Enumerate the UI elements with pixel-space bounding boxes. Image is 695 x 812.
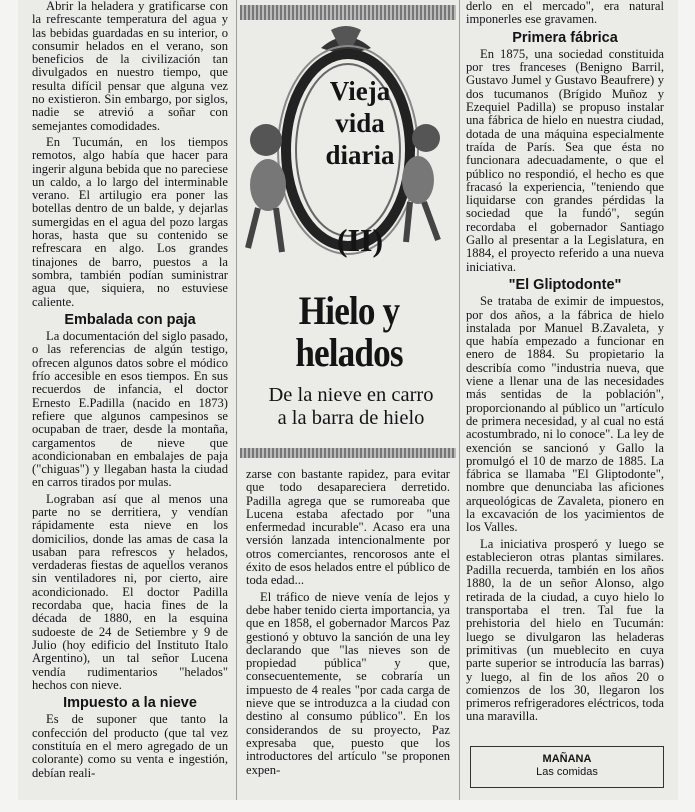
- subheadline: [240, 384, 462, 430]
- paragraph: En Tucumán, en los tiempos remotos, algo había que hacer para ingerir alguna bebida que no pareciese un caldo, a lo largo del interminable verano. El artilugio era poner las botellas dentro de un balde, y dejarlas sumergidas en el agua del pozo largas horas, hasta que su contenido se refrescara en algo. Los grandes tinajones de barro, puestos a la sombra, también podían suministrar agua que, siquiera, no estuviese caliente.: [32, 134, 228, 309]
- subheading: Embalada con paja: [64, 311, 196, 328]
- paragraph: Se trataba de eximir de impuestos, por dos años, a la fábrica de hielo instalada por Manuel B.Zavaleta, y que había empezado a funcionar en enero de 1884. Su propietario la describía como "industria nueva, que viene a llenar una de las necesidades más sentidas de la población", proporcionando al público un "artículo de primera necesidad, y al cual no está acostumbrado, ni lo conoce". La ley de exención se sancionó y Gallo la promulgó el 10 de marzo de 1885. La fábrica se llamaba "El Gliptodonte", nombre que denunciaba las aficiones arqueológicas de Zavaleta, pionero en la excavación de los yacimientos de los Valles.: [466, 294, 664, 535]
- next-installment-box: [470, 746, 664, 788]
- paragraph: Lograban así que al menos una parte no se derritiera, y vendían rápidamente esta nieve en los domicilios, donde las amas de casa la usaban para refrescos y helados, verdaderas fiestas de aquellos veranos sin ventiladores ni, por cierto, aire acondicionado. El doctor Padilla recordaba que, hacia fines de la década de 1880, en la esquina sudoeste de 24 de Setiembre y 9 de Julio (hoy edificio del Instituto Italo Argentino), un tal señor Lucena vendía rudimentarios "helados" hechos con nieve.: [32, 491, 228, 692]
- headline: [257, 290, 442, 374]
- paragraph: La iniciativa prosperó y luego se establecieron otras plantas similares. Padilla recuerda, también en los años 1880, la de un señor Alonso, algo retirada de la ciudad, a cuyo hielo lo transportaba el tren. Tal fue la prehistoria del hielo en Tucumán: luego se divulgaron las heladeras primitivas (un mueblecito en cuya parte superior se introducía las barras) y luego, al fin de los años 20 o comienzos de los 30, llegaron los primeros refrigeradores eléctricos, toda una maravilla.: [466, 536, 664, 724]
- paragraph: El tráfico de nieve venía de lejos y debe haber tenido cierta importancia, ya que en 1858, el gobernador Marcos Paz gestionó y obtuvo la sanción de una ley declarando que "las nieves son de propiedad pública" y que, consecuentemente, se cobraría un impuesto de 4 reales "por cada carga de nieve que se introduzca a la ciudad con destino al consumo público". En los considerandos de su proyecto, Paz expresaba que, puesto que los introductores del artículo "se proponen expen-: [246, 589, 450, 777]
- subheading: Impuesto a la nieve: [63, 695, 197, 712]
- series-title-line2: vida: [335, 108, 385, 138]
- next-installment-label: MAÑANA: [542, 753, 592, 765]
- series-title-line3: diaria: [325, 140, 395, 170]
- series-title-line1: Vieja: [329, 76, 391, 106]
- subheading: "El Gliptodonte": [508, 276, 622, 293]
- paragraph: Abrir la heladera y gratificarse con la refrescante temperatura del agua y las bebidas guardadas en su interior, o consumir helados en el verano, son beneficios de la civilización tan divulgados en nuestro tiempo, que resulta difícil pensar que alguna vez no existieron. Sin embargo, por siglos, nadie se atrevió a soñar con semejantes comodidades.: [32, 0, 228, 133]
- decorative-border-top: [240, 5, 456, 20]
- headline-line1: Hielo y: [298, 288, 400, 333]
- article-column-1: [32, 0, 228, 783]
- subheadline-line2: a la barra de hielo: [277, 407, 425, 429]
- article-column-2: [246, 468, 450, 780]
- paragraph: La documentación del siglo pasado, o las referencias de algún testigo, ofrecen algunos datos sobre el módico frío accesible en esos tiempos. En sus recuerdos de infancia, el doctor Ernesto E.Padilla (nacido en 1873) refiere que algunos campesinos se ocupaban de traer, desde la montaña, cargamentos de nieve que acondicionaban en embalajes de paja ("chiguas") y llegaban hasta la ciudad en carros tirados por mulas.: [32, 329, 228, 490]
- paragraph: zarse con bastante rapidez, para evitar que todo desapareciera derretido. Padilla agrega que se rumoreaba que Lucena estaba afectado por "una enfermedad incurable". Acaso era una versión lanzada intencionalmente por otros comerciantes, rencorosos ante el éxito de esos helados entre el público de toda edad...: [246, 467, 450, 588]
- decorative-border-bottom: [240, 448, 456, 458]
- subheadline-line1: De la nieve en carro: [268, 384, 434, 406]
- subheading: Primera fábrica: [512, 29, 618, 46]
- headline-line2: helados: [295, 330, 403, 375]
- next-installment-title: Las comidas: [536, 766, 598, 778]
- article-column-3: [466, 0, 664, 727]
- part-number: (II): [336, 222, 384, 258]
- paragraph: Es de suponer que tanto la confección del producto (que tal vez constituía en el mero agregado de un colorante) como su venta e ingestión, debían reali-: [32, 712, 228, 780]
- paragraph: En 1875, una sociedad constituida por tres franceses (Benigno Barril, Gustavo Jumel y Gustavo Beaufrere) y dos tucumanos (Brígido Muñoz y Ezequiel Padilla) se propuso instalar una fábrica de hielo en nuestra ciudad, dotada de una máquina especialmente traída de París. Sea que ésta no funcionara adecuadamente, o que el público no respondió, el hecho es que fracasó la experiencia, "teniendo que liquidarse con grandes pérdidas la sociedad que la fundó", según recordaba el gobernador Santiago Gallo al presentar a la Legislatura, en 1884, el proyecto referido a una nueva iniciativa.: [466, 46, 664, 274]
- paragraph: derlo en el mercado", era natural imponerles ese gravamen.: [466, 0, 664, 27]
